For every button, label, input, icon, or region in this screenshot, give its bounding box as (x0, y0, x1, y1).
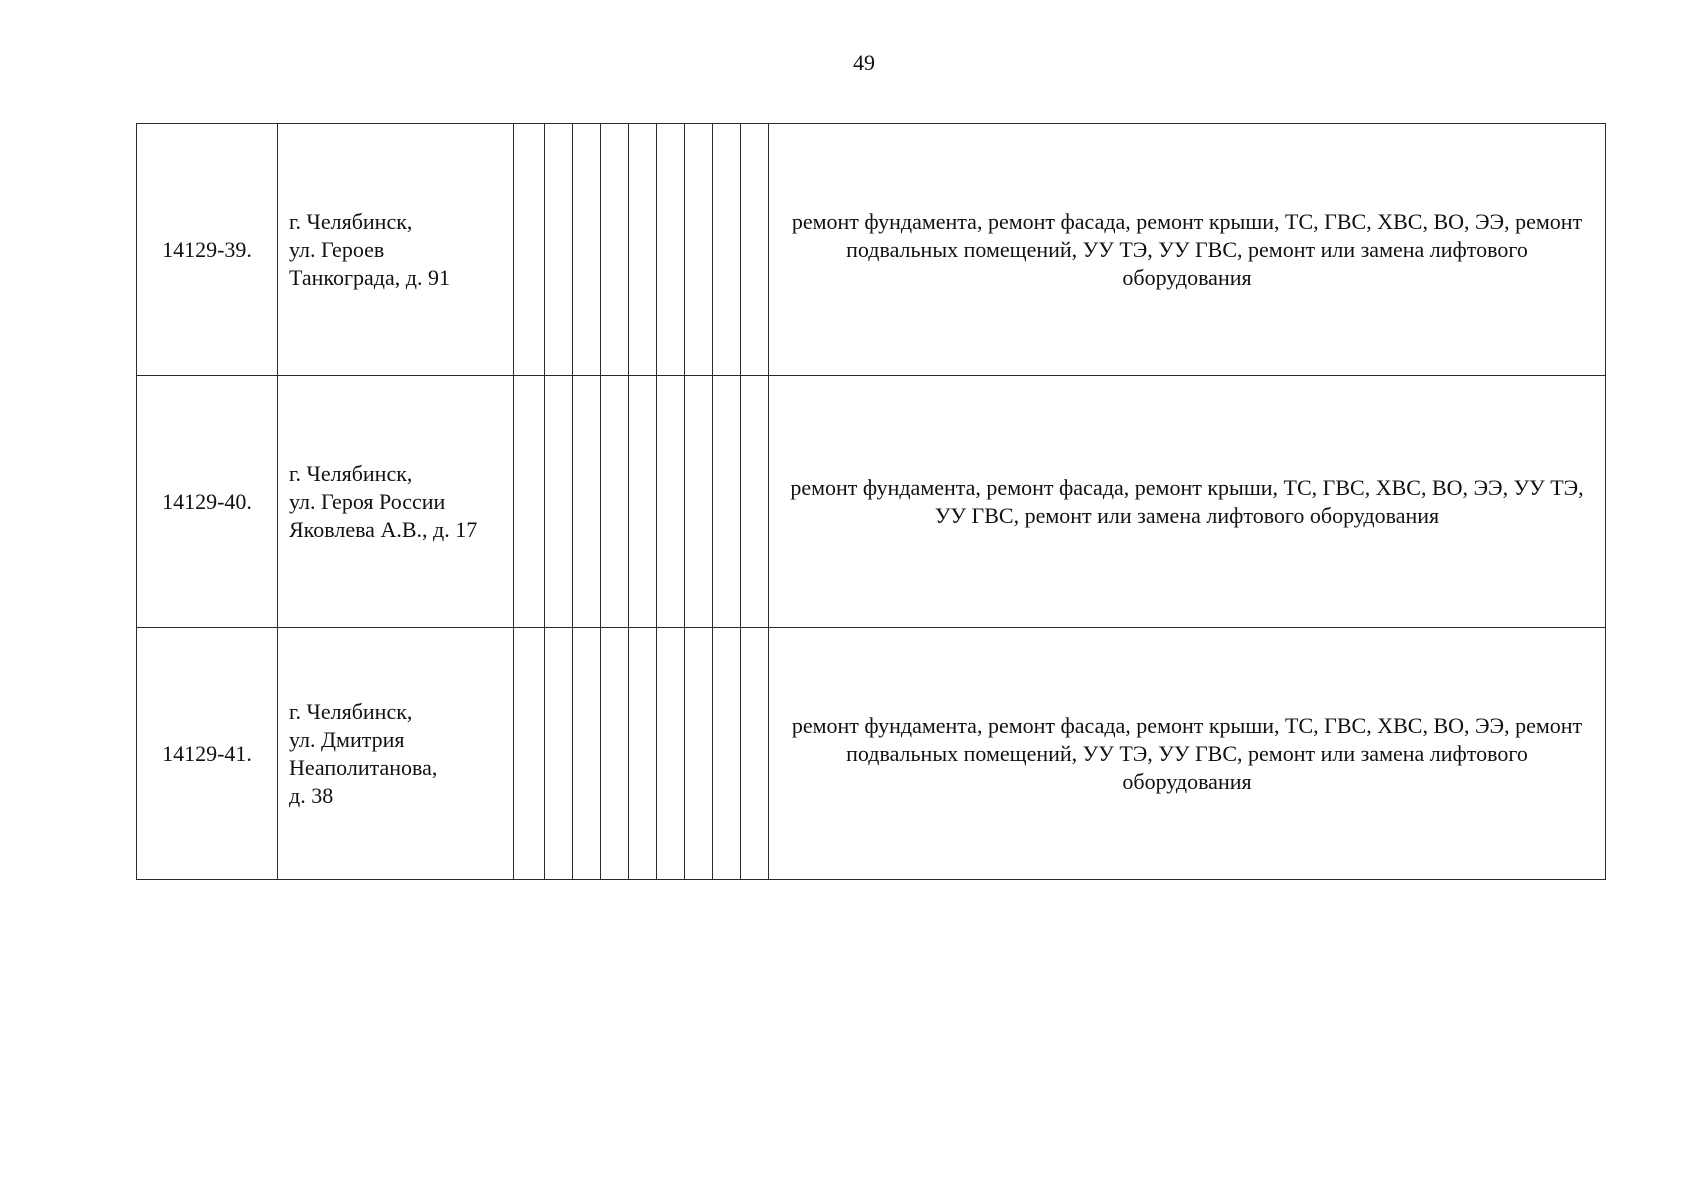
row-works: ремонт фундамента, ремонт фасада, ремонт крыши, ТС, ГВС, ХВС, ВО, ЭЭ, УУ ТЭ, УУ ГВС, ремонт или замена лифтового оборудования (769, 376, 1606, 628)
address-line: г. Челябинск, (289, 460, 413, 486)
address-line: ул. Дмитрия (289, 726, 405, 752)
empty-cell (573, 124, 601, 376)
empty-cell (573, 628, 601, 880)
table-row (137, 376, 1606, 628)
address-line: Яковлева А.В., д. 17 (289, 516, 478, 542)
empty-cell (629, 124, 657, 376)
empty-cell (629, 628, 657, 880)
empty-cell (629, 376, 657, 628)
address-line: г. Челябинск, (289, 208, 413, 234)
row-works: ремонт фундамента, ремонт фасада, ремонт крыши, ТС, ГВС, ХВС, ВО, ЭЭ, ремонт подвальных помещений, УУ ТЭ, УУ ГВС, ремонт или замена лифтового оборудования (769, 124, 1606, 376)
address-line: г. Челябинск, (289, 698, 413, 724)
empty-cell (685, 628, 713, 880)
empty-cell (601, 628, 629, 880)
empty-cell (514, 628, 545, 880)
row-works: ремонт фундамента, ремонт фасада, ремонт крыши, ТС, ГВС, ХВС, ВО, ЭЭ, ремонт подвальных помещений, УУ ТЭ, УУ ГВС, ремонт или замена лифтового оборудования (769, 628, 1606, 880)
empty-cell (601, 376, 629, 628)
empty-cell (545, 376, 573, 628)
empty-cell (741, 376, 769, 628)
address-line: д. 38 (289, 782, 334, 808)
empty-cell (685, 376, 713, 628)
address-line: ул. Героя России (289, 488, 446, 514)
empty-cell (514, 124, 545, 376)
empty-cell (601, 124, 629, 376)
empty-cell (514, 376, 545, 628)
empty-cell (545, 124, 573, 376)
empty-cell (545, 628, 573, 880)
row-number: 14129-41. (137, 628, 278, 880)
row-address (278, 376, 514, 628)
table-row (137, 628, 1606, 880)
row-address (278, 124, 514, 376)
empty-cell (713, 376, 741, 628)
empty-cell (657, 124, 685, 376)
row-address (278, 628, 514, 880)
empty-cell (657, 628, 685, 880)
page-number: 49 (853, 50, 875, 75)
row-number: 14129-40. (137, 376, 278, 628)
address-line: Танкограда, д. 91 (289, 264, 450, 290)
empty-cell (685, 124, 713, 376)
empty-cell (713, 628, 741, 880)
row-number: 14129-39. (137, 124, 278, 376)
address-line: Неаполитанова, (289, 754, 438, 780)
empty-cell (741, 124, 769, 376)
table-row (137, 124, 1606, 376)
empty-cell (657, 376, 685, 628)
address-line: ул. Героев (289, 236, 385, 262)
empty-cell (573, 376, 601, 628)
empty-cell (741, 628, 769, 880)
empty-cell (713, 124, 741, 376)
works-table (136, 123, 1606, 880)
